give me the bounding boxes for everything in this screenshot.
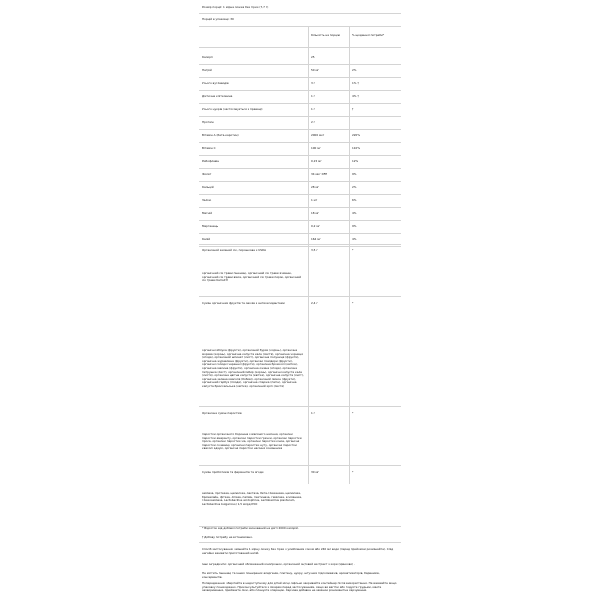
nutrient-amount: 2 г [311, 120, 316, 124]
divider [199, 207, 401, 208]
column-header-amount: Кількість на порцію [311, 33, 341, 37]
greens-blend-ingredients: органічний сік трави пшениці, органічний сік трави ячменю, органічний сік трави вівса, органічний сік трави пирію, органічний сік трави Kamut® [202, 271, 302, 283]
nutrient-dv: 110% [352, 146, 360, 150]
greens-blend-dv: * [352, 248, 354, 252]
divider [199, 13, 401, 14]
nutrient-dv: 220% [352, 133, 360, 137]
nutrient-amount: 18 мг [311, 211, 320, 215]
nutrient-amount: 25 [311, 55, 315, 59]
nutrient-name: Магній [202, 211, 213, 215]
divider [199, 90, 401, 91]
column-divider-amount [308, 26, 309, 484]
serving-size: Розмір порції: 1 мірна ложка без гірки (7,7 г) [202, 5, 269, 9]
divider [199, 181, 401, 182]
nutrient-name: Залізо [202, 198, 212, 202]
warning-text: Попередження: зберігайте в недоступному для дітей місці. Щільно закривайте контейнер після використання. Не вживайте якщо упаковку пошкоджено. Проконсультуйтеся з лікарем перед застосуванням, якщо ви вагітні або годуєте грудьми, маєте захворювання, приймаєте ліки, або плануєте операцію. Харчова добавка не замінює різноманітне харчування. [202, 581, 397, 593]
nutrient-name: Натрій [202, 68, 212, 72]
divider [199, 542, 401, 543]
nutrient-name: Кальцій [202, 185, 214, 189]
divider [199, 142, 401, 143]
probiotic-blend-amount: 30 мг [311, 470, 320, 474]
column-header-dv: % щоденної потреби* [352, 33, 385, 37]
divider [199, 103, 401, 104]
nutrient-amount: 164 мг [311, 237, 321, 241]
nutrient-name: Усього вуглеводів [202, 81, 229, 85]
divider [199, 47, 401, 48]
nutrient-amount: 1 мг [311, 198, 318, 202]
fruit-blend-dv: * [352, 301, 354, 305]
other-ingredients-text: Інші інгредієнти: органічний обсмажений кінопрошок, органічний оцтовий екстракт з кори (Цинково) . [202, 562, 356, 566]
nutrient-amount: 2000 мкг [311, 133, 325, 137]
nutrient-amount: 3 г [311, 81, 316, 85]
divider [199, 77, 401, 78]
probiotic-blend-ingredients: амілаза, протеаза, целюлоза, лактаза, бета-глюканаза, целюлаза, бромелайн, фітаза, ліпаза, папаїн, пектиназа, гемілаза, ксиланаза, глюкоамілаза, Lactobacillus acidophilus, Lactobacillus plantarum, Lactobacillus bulgaricus) 1,5 млрд КУО [202, 491, 302, 506]
sprouts-blend-amount: 1 г [311, 411, 316, 415]
column-divider-dv [349, 26, 350, 484]
nutrient-name: Усього цукрів (застосовується з праваці) [202, 107, 263, 111]
divider [199, 155, 401, 156]
directions-text: Спосіб застосування: змішайте 1 мірну ложку без гірки з улюбленим соком або 240 мл води (перед прийомом розмішайте). Слід негайно вживати приготований напій. [202, 547, 394, 555]
nutrient-amount: 1 г [311, 107, 316, 111]
not-established-footnote: † Добову потребу не встановлено. [202, 535, 253, 539]
nutrient-amount: 100 мг [311, 146, 321, 150]
nutrient-dv: 4% [352, 237, 357, 241]
nutrient-amount: 0,2 мг [311, 224, 320, 228]
servings-per-container: Порцій в упаковці: 30 [202, 17, 234, 21]
divider [199, 129, 401, 130]
nutrient-name: Вітамін C [202, 146, 216, 150]
divider [199, 246, 401, 247]
nutrient-amount: 50 мг [311, 68, 320, 72]
sprouts-blend-dv: * [352, 411, 354, 415]
divider [199, 296, 401, 297]
nutrient-dv: 4% † [352, 94, 359, 98]
probiotic-blend-name: Суміш пробіотиків та ферментів та ягоди [202, 470, 264, 474]
nutrient-amount: 0,15 мг [311, 159, 322, 163]
nutrient-amount: 34 мкг DFE [311, 172, 328, 176]
nutrient-dv: 9% [352, 172, 357, 176]
nutrient-dv: 4% [352, 211, 357, 215]
fruit-blend-amount: 2,4 г [311, 301, 318, 305]
nutrient-dv: 6% [352, 198, 357, 202]
nutrient-name: Фолат [202, 172, 212, 176]
nutrient-name: Калій [202, 237, 211, 241]
greens-blend-name: Органічний зелений сік, порошкове з USDA [202, 248, 267, 252]
nutrient-name: Вітамін A (бета-каротин) [202, 133, 239, 137]
allergen-free-text: Не містить пшениці та інших поширених алергенів, глютену, цукру, штучних підсолювачів, ароматизаторів, барвників, консервантів. [202, 571, 380, 579]
sprouts-blend-ingredients: паростки органічного борошна з вівсяного насіння, органічні паростки амаранту, органічні паростки гречки, органічні паростки проса, органічні паростки чіа, органічні паростки кіноа, органічні паростки сочевиці, органічні паростки нуту, органічні паростки квасолі адзукі, органічні паростки насіння соняшника [202, 432, 302, 451]
nutrient-dv: 2% [352, 185, 357, 189]
divider [199, 26, 401, 27]
nutrient-name: Дієтична клітковина [202, 94, 233, 98]
nutrient-name: Калорії [202, 55, 213, 59]
nutrient-name: Протеїн [202, 120, 214, 124]
nutrient-dv: † [352, 107, 354, 111]
divider [199, 465, 401, 466]
divider [199, 220, 401, 221]
fruit-blend-ingredients: органічні яблука (фрукти), органічний буряк (корінь), органічна морква (корінь), органічна капуста кале (листя), органічна чорниця (ягода), органічний шпинат (лист), органічна полуниця (фрукти), органічна журавлина (фрукти), органічні помідори (фрукти), органічні солодкі черешні (фрукти), органічна брокколі (квітка), органічна малина (фрукти), органічна ожина (ягода), органічна петрушка (лист), органічний імбир (корінь), органічні капуста кале (листя), органічна цвітна капуста (квітка), органічна капуста (лист), органічна зелена квасоля (бобові), органічний лимон (фрукти), органічний гарбуз (плоди), органічна спаржа (пагін), органічна капуста брюссельська (квітка), органічний кріп (листя) [202, 348, 304, 388]
nutrient-dv: 9% [352, 224, 357, 228]
divider [199, 194, 401, 195]
divider [199, 116, 401, 117]
divider [199, 168, 401, 169]
divider [199, 244, 401, 245]
supplement-facts-panel [199, 6, 401, 600]
nutrient-amount: 1 г [311, 94, 316, 98]
divider [199, 233, 401, 234]
fruit-blend-name: Суміш органічних фруктів та овочів з антиоксидантами [202, 301, 285, 305]
nutrient-name: Марганець [202, 224, 219, 228]
nutrient-name: Рибофлавін [202, 159, 220, 163]
nutrient-dv: 1% † [352, 81, 359, 85]
divider [199, 64, 401, 65]
divider [199, 406, 401, 407]
greens-blend-amount: 3,5 г [311, 248, 318, 252]
probiotic-blend-dv: * [352, 470, 354, 474]
sprouts-blend-name: Органічна суміш паростків [202, 411, 242, 415]
nutrient-amount: 28 мг [311, 185, 320, 189]
nutrient-dv: 2% [352, 68, 357, 72]
daily-value-footnote: * Відсоток від добової потреби заснований на дієті 2000 калорій. [202, 526, 299, 530]
nutrient-dv: 12% [352, 159, 359, 163]
